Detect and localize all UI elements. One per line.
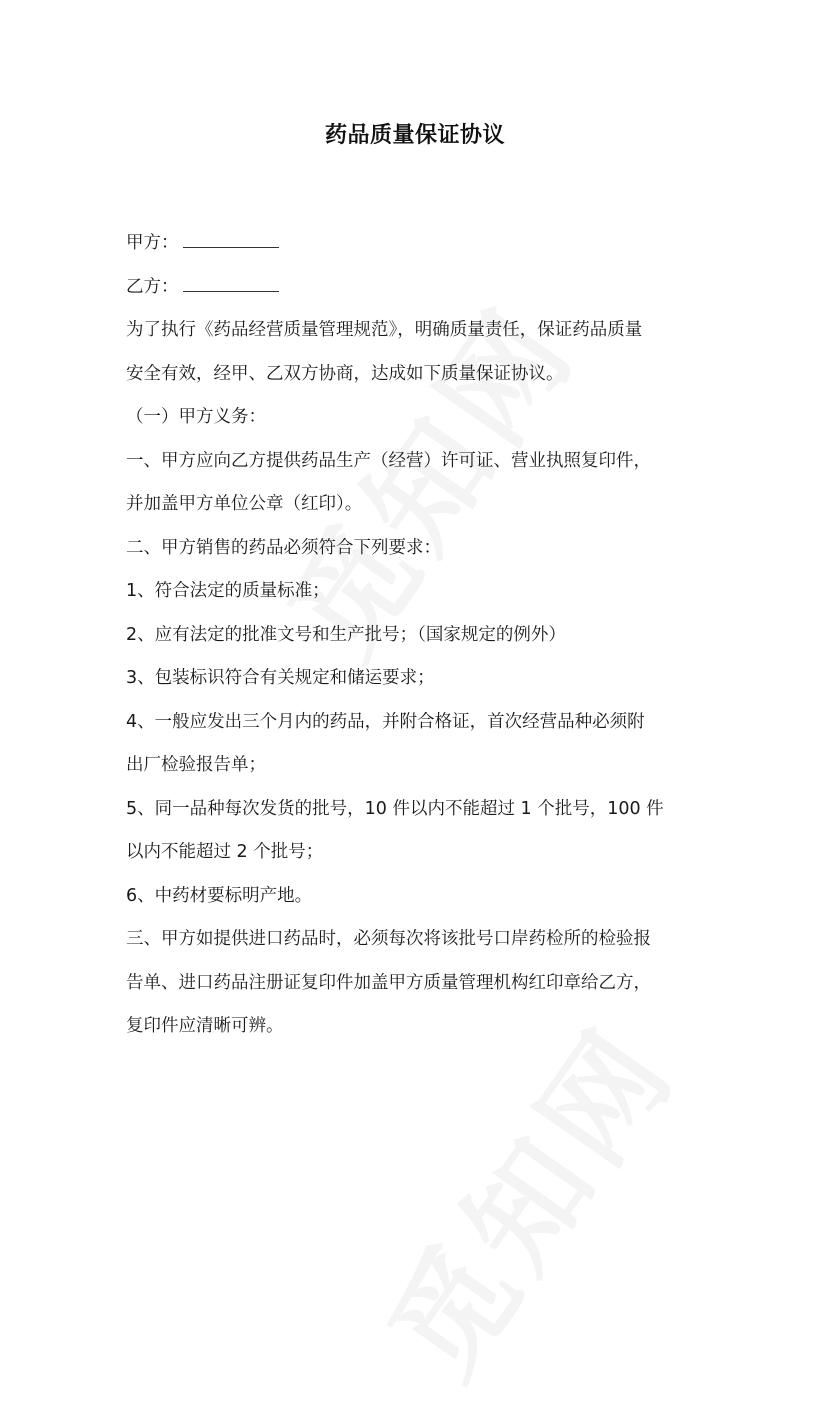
clause-line: 告单、进口药品注册证复印件加盖甲方质量管理机构红印章给乙方， xyxy=(126,972,651,993)
party-a-blank xyxy=(183,233,279,248)
watermark xyxy=(343,987,708,1405)
party-a-line xyxy=(126,222,716,266)
clause-line: 出厂检验报告单； xyxy=(126,755,266,775)
document-title: 药品质量保证协议 xyxy=(324,123,505,148)
intro-line: 安全有效，经甲、乙双方协商，达成如下质量保证协议。 xyxy=(126,363,564,384)
clause-line: 5、同一品种每次发货的批号，10 件以内不能超过 1 个批号，100 件 xyxy=(126,798,664,819)
clause-line: 复印件应清晰可辨。 xyxy=(126,1016,284,1036)
document-body xyxy=(126,222,716,1049)
clause-line: 1、符合法定的质量标准； xyxy=(126,581,330,601)
clause-line: 6、中药材要标明产地。 xyxy=(126,885,313,906)
clause-line: 三、甲方如提供进口药品时，必须每次将该批号口岸药检所的检验报 xyxy=(126,929,651,949)
clause-line: 二、甲方销售的药品必须符合下列要求： xyxy=(126,537,441,558)
clause-line: 3、包装标识符合有关规定和储运要求； xyxy=(126,668,435,688)
section-heading: （一）甲方义务： xyxy=(126,407,266,427)
party-b-label: 乙方： xyxy=(126,276,179,297)
intro-line: 为了执行《药品经营质量管理规范》，明确质量责任，保证药品质量 xyxy=(126,320,643,340)
party-b-blank xyxy=(183,277,279,292)
party-b-line xyxy=(126,266,716,310)
clause-line: 一、甲方应向乙方提供药品生产（经营）许可证、营业执照复印件， xyxy=(126,450,651,471)
clause-line: 并加盖甲方单位公章（红印）。 xyxy=(126,494,363,514)
party-a-label: 甲方： xyxy=(126,233,179,253)
clause-line: 以内不能超过 2 个批号； xyxy=(126,842,324,862)
clause-line: 4、一般应发出三个月内的药品，并附合格证，首次经营品种必须附 xyxy=(126,711,645,732)
clause-line: 2、应有法定的批准文号和生产批号；（国家规定的例外） xyxy=(126,624,566,645)
